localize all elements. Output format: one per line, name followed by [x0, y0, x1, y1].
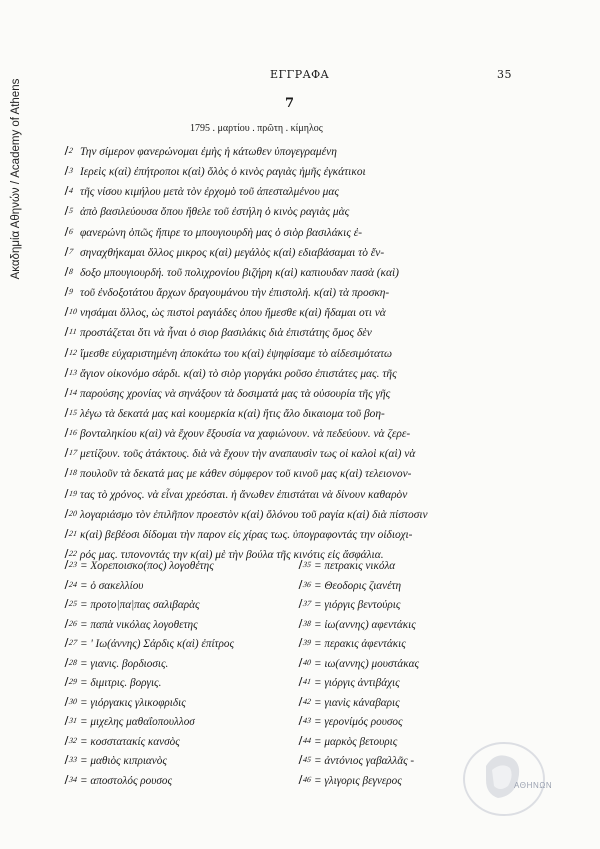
line-text: = περακις ἀφεντάκις [314, 638, 406, 650]
line-text: τῆς νίσου κιμήλου μετὰ τὸν ἐρχομὸ τοῦ ἀπεσταλμένου μας [80, 186, 339, 199]
line-text: = Χορεποισκο(πος) λογοθέτης [80, 560, 214, 572]
line-text: τοῦ ἐνδοξοτάτου ἄρχων δραγουμάνου τὴν ἐπιστολή. κ(αὶ) τὰ προσκη- [80, 287, 390, 300]
document-line [66, 206, 526, 224]
line-marker: 10 [65, 307, 79, 316]
document-line [66, 408, 526, 426]
line-text: = μαρκὸς βετουρις [314, 735, 398, 748]
line-marker: 23 [65, 560, 79, 569]
line-text: = παπὰ νικόλας λογοθετης [80, 618, 198, 631]
line-text: ἀπὸ βασιλεύουσα ὅπου ἤθελε τοῦ ἐστήλη ὁ κινὸς ραγιὰς μὰς [80, 206, 350, 219]
line-marker: 16 [65, 428, 79, 437]
document-line [66, 287, 526, 305]
line-marker: 15 [65, 408, 79, 417]
line-text: = μιχελης μαθαΐοπουλλοσ [80, 716, 195, 728]
document-line [66, 247, 526, 265]
line-text: = ἰω(αννης) αφεντάκις [314, 618, 416, 631]
line-text: = μαθιὸς κιπριανὸς [80, 755, 167, 767]
line-text: ἅγιον οἰκονόμο σάρδι. κ(αὶ) τὸ σιὸρ γιοργάκι ροῦσο ἐπιστάτες μας. τῆς [80, 367, 397, 380]
line-marker: 4 [65, 186, 75, 195]
line-text: = προτο|πα|πας σαλιβαρὰς [80, 599, 200, 611]
line-marker: 46 [299, 775, 313, 784]
line-text: κ(αὶ) βεβέοσι δίδομαι τὴν παρον εἰς χίρας τως. ὑπογραφοντάς την οἰδιοχι- [80, 528, 413, 541]
seal-label: ΑΘΗΝΩΝ [514, 781, 553, 790]
document-line [66, 489, 526, 507]
line-marker: 42 [299, 697, 313, 706]
document-line [66, 468, 526, 486]
line-marker: 11 [65, 327, 79, 336]
line-text: = γιόργακις γλικοφριδις [80, 696, 186, 709]
line-text: = Θεοδορις ζιανέτη [314, 579, 402, 592]
document-line [66, 529, 526, 547]
line-text: = ' Ιω(άννης) Σάρδις κ(αὶ) ἐπίτρος [80, 638, 235, 650]
document-line [66, 348, 526, 366]
document-number: 7 [285, 96, 295, 111]
line-text: = αποστολός ρουσος [80, 774, 173, 787]
line-text: = γιανις. βορδιοσις. [80, 657, 169, 670]
line-text: παρούσης χρονίας νὰ σηνάξουν τὰ δοσιματά μας τὰ οὐσουρία τῆς γῆς [80, 387, 391, 400]
document-line [66, 327, 526, 345]
document-line [66, 428, 526, 446]
document-line [66, 166, 526, 184]
line-text: λογαριάσμο τὸν ἐπιλῆπον προεστὸν κ(αὶ) ὅλόνου τοῦ ραγία κ(αὶ) διὰ πίστοσιν [80, 508, 428, 521]
line-marker: 24 [65, 580, 79, 589]
line-text: δοξο μπουγιουρδή. τοῦ πολιχρονίου βιζήρη κ(αὶ) καπιουδαν πασὰ (καὶ) [80, 266, 399, 279]
line-marker: 2 [65, 146, 75, 155]
academy-seal-watermark [456, 736, 552, 822]
line-marker: 45 [299, 755, 313, 764]
document-line [66, 509, 526, 527]
line-marker: 6 [65, 227, 75, 236]
line-marker: 35 [299, 560, 313, 569]
line-text: ρός μας. τιπονοντάς την κ(αὶ) μὲ τὴν βούλα τῆς κινότις εἰς ἄσφάλια. [80, 549, 384, 561]
line-marker: 8 [65, 267, 75, 276]
line-marker: 26 [65, 619, 79, 628]
line-text: = γιόργις ἀντιβάχις [314, 677, 400, 689]
line-marker: 3 [65, 166, 75, 175]
line-marker: 40 [299, 658, 313, 667]
line-text: Την σίμερον φανερώνομαι ἐμὴς ἡ κάτωθεν ὑπογεγραμένη [80, 146, 337, 158]
line-marker: 19 [65, 489, 79, 498]
line-text: = γλιγορις βεγνερος [314, 774, 402, 787]
line-marker: 30 [65, 697, 79, 706]
line-text: τας τὸ χρόνος. νὰ εἶναι χρεόσται. ἡ ἄνωθεν ἐπιστάται νὰ δίνουν καθαρὸν [80, 488, 408, 501]
line-marker: 33 [65, 755, 79, 764]
line-text: πουλοῦν τὰ δεκατά μας με κάθεν σύμφερον τοῦ κινοῦ μας κ(αὶ) τελειονον- [80, 468, 412, 481]
line-text: Ιερεὶς κ(αὶ) ἐπήτροποι κ(αὶ) ὅλὸς ὁ κινὸς ραγιὰς ἡμῆς ἐγκάτικοι [80, 166, 366, 179]
line-marker: 28 [65, 658, 79, 667]
line-marker: 13 [65, 368, 79, 377]
line-marker: 43 [299, 716, 313, 725]
line-text: βονταληκίου κ(αὶ) νὰ ἔχουν ἔξουσία να χαφιώνουν. νὰ πεδεύουν. νὰ ζερε- [80, 428, 411, 441]
line-text: = διμιτρις. βοργις. [80, 677, 162, 689]
line-marker: 5 [65, 206, 75, 215]
document-line [66, 448, 526, 466]
line-marker: 12 [65, 348, 79, 357]
line-text: = γιανὶς κάναβαρις [314, 696, 400, 709]
document-line [66, 368, 526, 386]
line-text: = ιω(αννης) μουστάκας [314, 657, 420, 670]
document-line [66, 186, 526, 204]
line-marker: 29 [65, 677, 79, 686]
line-marker: 31 [65, 716, 79, 725]
running-header-title: ΕΓΓΡΑΦΑ [270, 68, 330, 81]
side-caption: Ακαδημία Αθηνών / Academy of Athens [10, 78, 22, 280]
document-line [66, 267, 526, 285]
line-marker: 25 [65, 599, 79, 608]
line-marker: 37 [299, 599, 313, 608]
line-marker: 41 [299, 677, 313, 686]
line-marker: 27 [65, 638, 79, 647]
line-text: = ἀντόνιος γαβαλλᾶς - [314, 755, 415, 767]
line-text: φανερώνη ὁπῶς ἤπιρε το μπουγιουρδὴ μας ὁ σιὸρ βασιλάκις ἐ- [80, 226, 363, 239]
line-text: ἴμεσθε εὐχαριστημένη ἀποκάτω του κ(αὶ) ἐψηφίσαμε τὸ αἰδεσιμότατω [80, 347, 393, 360]
document-line [66, 388, 526, 406]
line-marker: 22 [65, 549, 79, 558]
line-marker: 17 [65, 448, 79, 457]
document-line [66, 307, 526, 325]
line-marker: 38 [299, 619, 313, 628]
line-text: σηναχθήκαμαι ὅλλος μικρος κ(αὶ) μεγάλὸς κ(αὶ) εδιαβάσαμαι τὸ ἔν- [80, 246, 385, 259]
line-text: = γιόργις βεντούρις [314, 599, 401, 611]
line-text: νησάμαι ὅλλος, ὡς πιστοὶ ραγιάδες ὁπου ἤμεσθε κ(αὶ) ἤδαμαι οτι νὰ [80, 307, 386, 320]
line-text: = γερονίμός ρουσος [314, 716, 403, 728]
line-text: λέγω τὰ δεκατά μας καὶ κουμερκία κ(αὶ) ἥτις ἄλο δικαιομα τοῦ βοη- [80, 407, 385, 420]
line-text: προστάζεται ὅτι νὰ ἦναι ὁ σιορ βασιλάκις διὰ ἐπιστάτης ὅμος δὲν [80, 327, 372, 340]
line-marker: 18 [65, 468, 79, 477]
line-marker: 39 [299, 638, 313, 647]
line-marker: 21 [65, 529, 79, 538]
line-marker: 36 [299, 580, 313, 589]
line-marker: 44 [299, 736, 313, 745]
line-text: = πετρακις νικόλα [314, 560, 396, 572]
line-text: μετίζουν. τοῦς ἀτάκτους. διὰ νὰ ἔχουν τὴν αναπαυσὶν τως οἱ καλοὶ κ(αὶ) νὰ [80, 448, 416, 461]
line-marker: 34 [65, 775, 79, 784]
dateline: 1795 . μαρτίου . πρῶτη . κίμηλος [190, 123, 323, 134]
line-marker: 32 [65, 736, 79, 745]
line-text: = κοσστατακίς κανσὸς [80, 735, 180, 748]
page-number: 35 [497, 68, 512, 81]
line-marker: 7 [65, 247, 75, 256]
document-line [66, 227, 526, 245]
line-text: = ὁ σακελλίου [80, 579, 144, 592]
line-marker: 9 [65, 287, 75, 296]
line-marker: 14 [65, 388, 79, 397]
line-marker: 20 [65, 509, 79, 518]
document-line [66, 146, 526, 164]
